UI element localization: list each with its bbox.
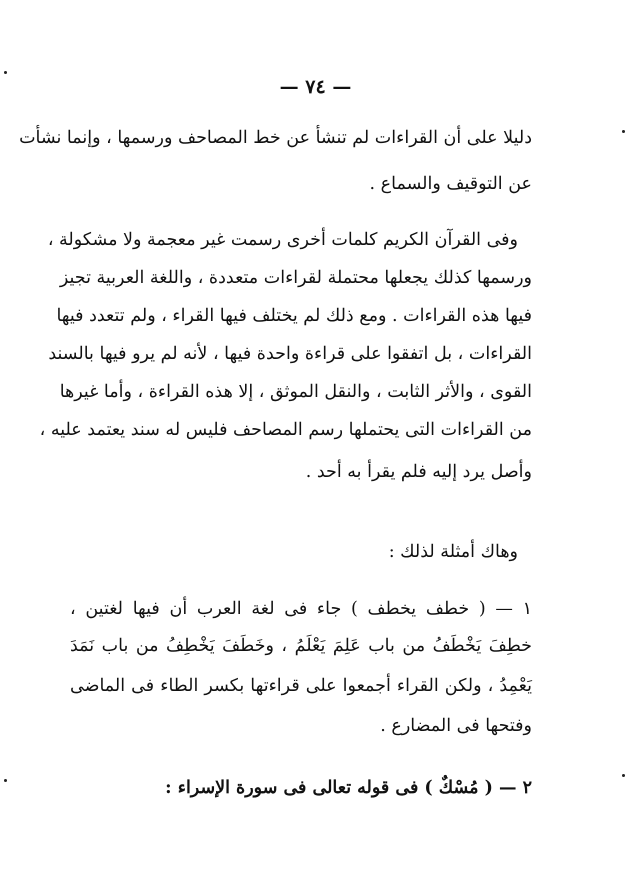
text-line: وأصل يرد إليه فلم يقرأ به أحد . bbox=[305, 462, 532, 482]
page-number: — ٧٤ — bbox=[279, 76, 352, 98]
scan-speck bbox=[622, 774, 625, 777]
scan-speck bbox=[4, 779, 7, 782]
text-line: دليلا على أن القراءات لم تنشأ عن خط المصاحف ورسمها ، وإنما نشأت bbox=[19, 128, 532, 148]
text-line: ٢ — ( مُسْكٌ ) فى قوله تعالى فى سورة الإسراء : bbox=[165, 778, 532, 798]
text-line: عن التوقيف والسماع . bbox=[369, 174, 532, 194]
text-line: القراءات ، بل اتفقوا على قراءة واحدة فيها ، لأنه لم يرو فيها بالسند bbox=[48, 344, 532, 364]
text-line: القوى ، والأثر الثابت ، والنقل الموثق ، إلا هذه القراءة ، وأما غيرها bbox=[59, 382, 532, 402]
scan-speck bbox=[4, 71, 7, 74]
text-line: من القراءات التى يحتملها رسم المصاحف فليس له سند يعتمد عليه ، bbox=[39, 420, 532, 440]
scan-speck bbox=[622, 130, 625, 133]
text-line: وفى القرآن الكريم كلمات أخرى رسمت غير معجمة ولا مشكولة ، bbox=[47, 230, 518, 250]
text-line: خطِفَ يَخْطَفُ من باب عَلِمَ يَعْلَمُ ، وخَطَفَ يَخْطِفُ من باب نَمَدَ bbox=[70, 636, 532, 656]
text-line: فيها هذه القراءات . ومع ذلك لم يختلف فيها القراء ، ولم تتعدد فيها bbox=[56, 306, 532, 326]
text-line: يَعْمِدُ ، ولكن القراء أجمعوا على قراءتها بكسر الطاء فى الماضى bbox=[70, 676, 532, 696]
examples-heading: وهاك أمثلة لذلك : bbox=[388, 542, 518, 562]
text-line: ١ — ( خطف يخطف ) جاء فى لغة العرب أن فيها لغتين ، bbox=[70, 599, 532, 619]
text-line: وفتحها فى المضارع . bbox=[380, 716, 532, 736]
text-line: ورسمها كذلك يجعلها محتملة لقراءات متعددة ، واللغة العربية تجيز bbox=[59, 268, 532, 288]
